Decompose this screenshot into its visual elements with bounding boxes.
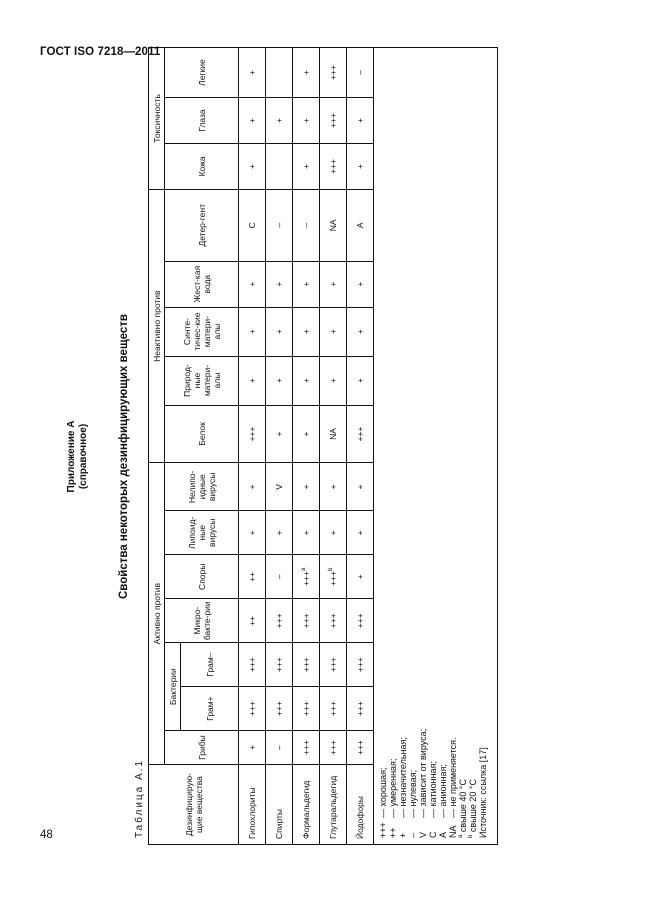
header-hard-water: Жест-кая вода bbox=[165, 261, 239, 307]
table-row bbox=[239, 48, 266, 845]
cell-value: +++ bbox=[347, 731, 374, 765]
table-row bbox=[293, 48, 320, 845]
table-label: Таблица А.1 bbox=[134, 759, 145, 838]
cell-value: + bbox=[239, 511, 266, 555]
cell-value: +++ bbox=[266, 643, 293, 687]
cell-value: +++ bbox=[347, 599, 374, 643]
cell-value: +++ bbox=[293, 731, 320, 765]
cell-value: + bbox=[293, 143, 320, 189]
header-lungs: Легкие bbox=[165, 48, 239, 98]
header-lipid-viruses: Липоид-ные вирусы bbox=[165, 511, 239, 555]
cell-value: – bbox=[266, 189, 293, 261]
cell-value: + bbox=[347, 463, 374, 511]
legend-item: +++— хорошая; bbox=[378, 767, 388, 838]
cell-value: + bbox=[347, 555, 374, 599]
cell-value: +++ bbox=[293, 687, 320, 731]
header-fungi: Грибы bbox=[165, 731, 239, 765]
cell-value: + bbox=[239, 48, 266, 98]
cell-value: + bbox=[239, 143, 266, 189]
cell-value: +++ bbox=[239, 643, 266, 687]
cell-value: +++ bbox=[293, 643, 320, 687]
header-skin: Кожа bbox=[165, 143, 239, 189]
cell-value: +++ bbox=[347, 643, 374, 687]
cell-value: + bbox=[239, 307, 266, 356]
cell-value: + bbox=[347, 261, 374, 307]
header-natural-materials: Природ-ные матери-алы bbox=[165, 356, 239, 405]
table-row bbox=[347, 48, 374, 845]
header-detergent: Детер-гент bbox=[165, 189, 239, 261]
header-nonlipid-viruses: Нелипо-идные вирусы bbox=[165, 463, 239, 511]
cell-value: – bbox=[266, 731, 293, 765]
cell-value: +++ bbox=[239, 405, 266, 463]
legend-item: ++— умеренная; bbox=[388, 758, 398, 838]
cell-value: + bbox=[293, 307, 320, 356]
substance-name: Гипохлориты bbox=[239, 765, 266, 845]
cell-value: +++$^a$ bbox=[293, 555, 320, 599]
cell-value: + bbox=[266, 511, 293, 555]
cell-value: + bbox=[239, 356, 266, 405]
header-toxicity: Токсичность bbox=[149, 48, 165, 190]
cell-value: +++ bbox=[320, 731, 347, 765]
cell-value: +++ bbox=[320, 98, 347, 144]
cell-value: +++ bbox=[320, 687, 347, 731]
table-legend bbox=[374, 48, 498, 845]
legend-item: NA— не применяется. bbox=[448, 737, 458, 838]
cell-value: + bbox=[293, 356, 320, 405]
cell-value: A bbox=[347, 189, 374, 261]
cell-value: ++ bbox=[239, 555, 266, 599]
legend-item: C— катионная; bbox=[428, 761, 438, 838]
cell-value: + bbox=[320, 307, 347, 356]
cell-value: + bbox=[320, 261, 347, 307]
cell-value: +++ bbox=[266, 687, 293, 731]
document-header: ГОСТ ISO 7218—2011 bbox=[40, 46, 161, 58]
header-protein: Белок bbox=[165, 405, 239, 463]
cell-value: +++ bbox=[293, 599, 320, 643]
cell-value: +++ bbox=[320, 599, 347, 643]
cell-value: NA bbox=[320, 189, 347, 261]
cell-value: +++$^b$ bbox=[320, 555, 347, 599]
cell-value: + bbox=[347, 98, 374, 144]
cell-value: + bbox=[266, 356, 293, 405]
legend-row bbox=[374, 48, 498, 845]
cell-value: +++ bbox=[347, 687, 374, 731]
cell-value: +++ bbox=[320, 143, 347, 189]
cell-value: + bbox=[266, 405, 293, 463]
cell-value: + bbox=[320, 463, 347, 511]
header-mycobacteria: Микро-бакте-рии bbox=[165, 599, 239, 643]
cell-value: + bbox=[347, 356, 374, 405]
cell-value: + bbox=[347, 511, 374, 555]
cell-value: – bbox=[293, 189, 320, 261]
cell-value: + bbox=[293, 261, 320, 307]
header-synthetic-materials: Синте-тичес-кие матери-алы bbox=[165, 307, 239, 356]
cell-value: – bbox=[347, 48, 374, 98]
header-spores: Споры bbox=[165, 555, 239, 599]
cell-value: + bbox=[347, 307, 374, 356]
cell-value: +++ bbox=[347, 405, 374, 463]
cell-value: + bbox=[266, 98, 293, 144]
cell-value: +++ bbox=[320, 48, 347, 98]
header-substances: Дезинфицирую-щие вещества bbox=[149, 765, 239, 845]
disinfectant-properties-table bbox=[148, 47, 498, 845]
header-eyes: Глаза bbox=[165, 98, 239, 144]
legend-item: –— нулевая; bbox=[408, 769, 418, 838]
cell-value: + bbox=[239, 463, 266, 511]
cell-value: + bbox=[320, 511, 347, 555]
cell-value: + bbox=[239, 261, 266, 307]
footnote-b: $^b$ свыше 20 °С bbox=[468, 779, 478, 838]
page-number: 48 bbox=[40, 829, 53, 841]
legend-item: +— незначительная; bbox=[398, 737, 408, 838]
table-row bbox=[320, 48, 347, 845]
cell-value: + bbox=[266, 307, 293, 356]
header-active-against: Активно против bbox=[149, 463, 165, 765]
header-gram-negative: Грам– bbox=[181, 643, 239, 687]
cell-value: + bbox=[266, 261, 293, 307]
cell-value: V bbox=[266, 463, 293, 511]
table-title: Свойства некоторых дезинфицирующих веществ bbox=[118, 314, 130, 599]
cell-value: + bbox=[293, 48, 320, 98]
header-inactive-against: Неактивно против bbox=[149, 189, 165, 463]
cell-value: C bbox=[239, 189, 266, 261]
appendix-subtitle: (справочное) bbox=[78, 423, 89, 490]
footnote-a: $^a$ свыше 40 °С bbox=[458, 779, 468, 838]
table-row bbox=[266, 48, 293, 845]
substance-name: Йодофоры bbox=[347, 765, 374, 845]
cell-value: +++ bbox=[239, 687, 266, 731]
substance-name: Глутаральдегид bbox=[320, 765, 347, 845]
cell-value: NA bbox=[320, 405, 347, 463]
header-gram-positive: Грам+ bbox=[181, 687, 239, 731]
legend-item: A— анионная; bbox=[438, 764, 448, 838]
cell-value: +++ bbox=[320, 643, 347, 687]
cell-value: + bbox=[239, 98, 266, 144]
cell-value: + bbox=[293, 405, 320, 463]
substance-name: Формальдегид bbox=[293, 765, 320, 845]
cell-value: + bbox=[293, 511, 320, 555]
legend-item: V— зависит от вируса; bbox=[418, 728, 428, 838]
footnote-mark-b: b bbox=[328, 567, 335, 571]
cell-value bbox=[266, 143, 293, 189]
cell-value: + bbox=[239, 731, 266, 765]
header-bacteria: Бактерии bbox=[165, 643, 181, 731]
cell-value: + bbox=[293, 463, 320, 511]
cell-value: ++ bbox=[239, 599, 266, 643]
cell-value: – bbox=[266, 555, 293, 599]
appendix-title: Приложение А bbox=[66, 420, 77, 493]
cell-value: + bbox=[293, 98, 320, 144]
footnote-mark-a: a bbox=[301, 567, 308, 571]
cell-value: +++ bbox=[266, 599, 293, 643]
cell-value: + bbox=[320, 356, 347, 405]
cell-value: + bbox=[347, 143, 374, 189]
cell-value bbox=[266, 48, 293, 98]
substance-name: Спирты bbox=[266, 765, 293, 845]
source-reference: Источник: ссылка [17] bbox=[478, 747, 488, 838]
